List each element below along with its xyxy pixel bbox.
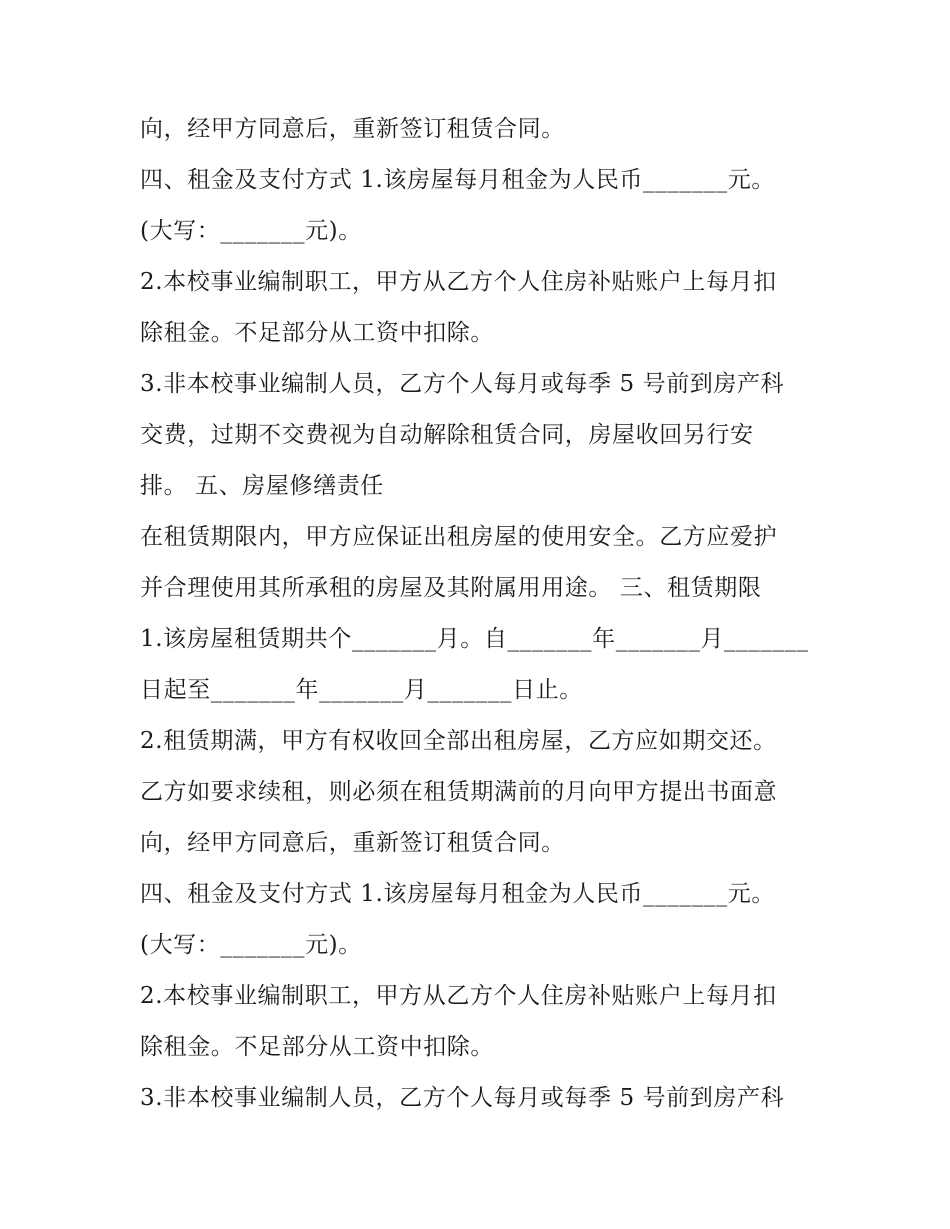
text-line: 乙方如要求续租，则必须在租赁期满前的月向甲方提出书面意: [140, 779, 778, 805]
text-line: 除租金。不足部分从工资中扣除。: [140, 320, 494, 346]
text-line: 四、租金及支付方式 1.该房屋每月租金为人民币_______元。: [140, 167, 775, 193]
text-line: 向，经甲方同意后，重新签订租赁合同。: [140, 830, 565, 856]
text-line: 2.租赁期满，甲方有权收回全部出租房屋，乙方应如期交还。: [140, 728, 777, 754]
text-line: 并合理使用其所承租的房屋及其附属用用途。 三、租赁期限: [140, 575, 762, 601]
text-line: 四、租金及支付方式 1.该房屋每月租金为人民币_______元。: [140, 881, 775, 907]
text-line: 除租金。不足部分从工资中扣除。: [140, 1034, 494, 1060]
text-line: (大写：_______元)。: [140, 218, 362, 244]
text-line: 向，经甲方同意后，重新签订租赁合同。: [140, 116, 565, 142]
text-line: 排。 五、房屋修缮责任: [140, 473, 384, 499]
text-line: 在租赁期限内，甲方应保证出租房屋的使用安全。乙方应爱护: [140, 524, 778, 550]
text-line: 日起至_______年_______月_______日止。: [140, 677, 583, 703]
text-line: 3.非本校事业编制人员，乙方个人每月或每季 5 号前到房产科: [140, 1085, 785, 1111]
text-line: (大写：_______元)。: [140, 932, 362, 958]
text-line: 3.非本校事业编制人员，乙方个人每月或每季 5 号前到房产科: [140, 371, 785, 397]
text-line: 2.本校事业编制职工，甲方从乙方个人住房补贴账户上每月扣: [140, 269, 777, 295]
text-line: 2.本校事业编制职工，甲方从乙方个人住房补贴账户上每月扣: [140, 983, 777, 1009]
text-line: 1.该房屋租赁期共个_______月。自_______年_______月_______: [140, 626, 809, 652]
text-line: 交费，过期不交费视为自动解除租赁合同，房屋收回另行安: [140, 422, 754, 448]
